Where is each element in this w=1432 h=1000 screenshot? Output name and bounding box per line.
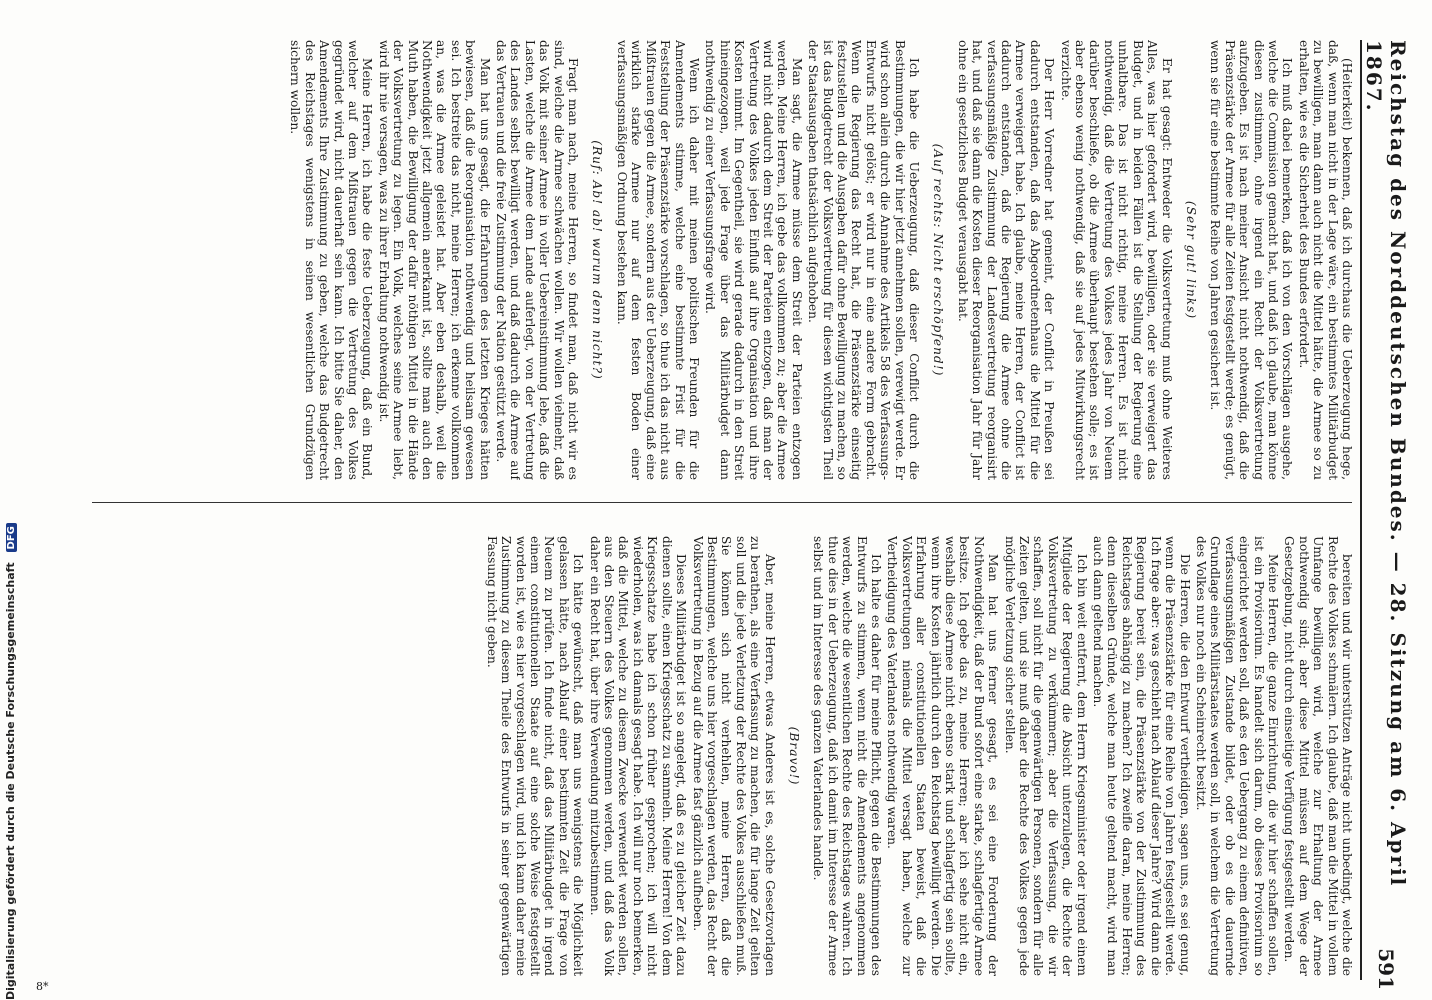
stage-direction: (Auf rechts: Nicht erschöpfend!) (931, 143, 946, 377)
left-text-column (89, 40, 1354, 480)
credit-text: Digitalisierung gefördert durch die Deutsche Forschungsgemeinschaft (4, 562, 17, 1000)
stage-direction: (Ruf: Ab! ab! warum denn nicht?) (590, 140, 605, 380)
paragraph: Meine Herren, die ganze Einrichtung, die wir hier schaffen sollen, ist ein Provisorium. Es handelt sich darum, ob dieses Provisorium so eingerichtet werden soll, daß es den Uebergang zu einem definitiven, verfassungsmäßigen Zustande bildet, oder ob es die dauernde Grundlage eines Militärstaates werden soll, in welchem die Vertretung des Volkes nur noch ein Scheinrecht besitzt. (1193, 536, 1280, 976)
digitization-credit (4, 0, 28, 1000)
paragraph: Der Herr Vorredner hat gemeint, der Conflict in Preußen sei dadurch entstanden, daß das Abgeordnetenhaus die Mittel für die Armee verweigert habe. Ich glaube, meine Herren, der Conflict ist dadurch entstanden, daß die Regierung die Armee ohne die verfassungsmäßige Zustimmung der Landesvertretung reorganisirt hat, und daß sie dann die Kosten dieser Reorganisation Jahr für Jahr ohne ein gesetzliches Budget verausgabt hat. (955, 40, 1057, 480)
header-rule (1360, 40, 1362, 980)
paragraph: Aber, meine Herren, etwas Anderes ist es, solche Gesetzvorlagen zu berathen, als eine Verfassung zu machen, die für lange Zeit gelten soll und die jede Verletzung der Rechte des Volkes ausschließen muß. Sie können sich nicht verhehlen, meine Herren, daß die Bestimmungen, welche uns hier vorgeschlagen werden, das Recht der Volksvertretung in Bezug auf die Armee fast gänzlich aufheben. (690, 536, 777, 976)
paragraph: Ich bin weit entfernt, dem Herrn Kriegsminister oder irgend einem Mitgliede der Regierung die Absicht unterzulegen, die Rechte der Volksvertretung zu verkümmern; aber die Verfassung, die wir schaffen, soll nicht für die gegenwärtigen Personen, sondern für alle Zeiten gelten, und sie muß daher die Rechte des Volkes gegen jede mögliche Verletzung sicher stellen. (1002, 536, 1089, 976)
paragraph: Man hat uns ferner gesagt, es sei eine Forderung der Nothwendigkeit, daß der Bund sofort eine starke, schlagfertige Armee besitze. Ich gebe das zu, meine Herren; aber ich sehe nicht ein, weshalb diese Armee nicht ebenso stark und schlagfertig sein sollte, wenn ihre Kosten jährlich durch den Reichstag bewilligt werden. Die Erfahrung aller constitutionellen Staaten beweist, daß die Volksvertretungen niemals die Mittel versagt haben, welche zur Vertheidigung des Vaterlandes nothwendig waren. (885, 536, 1001, 976)
paragraph: (Heiterkeit) bekennen, daß ich durchaus die Ueberzeugung hege, daß, wenn man nicht in der Lage wäre, ein bestimmtes Militärbudget zu bewilligen, man dann auch nicht die Mittel hätte, die Armee so zu erhalten, wie es die Sicherheit des Bundes erfordert. (1296, 40, 1354, 480)
paragraph: Ich habe die Ueberzeugung, daß dieser Conflict durch die Bestimmungen, die wir hier jetzt annehmen sollen, verewigt werde. Er wird schon allein durch die Annahme des Artikels 58 des Verfassungs-Entwurfs nicht gelöst; er wird nur in eine andere Form gebracht. Wenn die Regierung das Recht hat, die Präsenzstärke einseitig festzustellen und die Ausgaben dafür ohne Bewilligung zu machen, so ist das Budgetrecht der Volksvertretung für diesen wichtigsten Theil der Staatsausgaben thatsächlich aufgehoben. (806, 40, 922, 480)
page-header (1362, 40, 1410, 990)
paragraph: Er hat gesagt: Entweder die Volksvertretung muß ohne Weiteres Alles, was hier gefordert wird, bewilligen, oder sie verweigert das Budget, und in beiden Fällen ist die Stellung der Regierung eine unhaltbare. Das ist nicht richtig, meine Herren. Es ist nicht nothwendig, daß die Vertretung des Volkes jedes Jahr von Neuem darüber beschließe, ob die Armee überhaupt bestehen solle; es ist aber ebenso wenig nothwendig, daß sie auf jedes Mitwirkungsrecht verzichte. (1058, 40, 1174, 480)
stage-direction: (Sehr gut! links) (1183, 200, 1198, 320)
paragraph: Man sagt, die Armee müsse dem Streit der Parteien entzogen werden. Meine Herren, ich gebe das vollkommen zu; aber die Armee wird nicht dadurch dem Streit der Parteien entzogen, daß man der Vertretung des Volkes jeden Einfluß auf ihre Organisation und ihre Kosten nimmt. Im Gegentheil, sie wird gerade dadurch in den Streit hineingezogen, weil jede Frage über das Militärbudget dann nothwendig zu einer Verfassungsfrage wird. (703, 40, 804, 480)
paragraph: bereiten und wir unterstützen Anträge nicht unbedingt, welche die Rechte des Volkes schmälern. Ich glaube, daß man die Mittel in vollem Umfange bewilligen wird, welche zur Erhaltung der Armee nothwendig sind; aber diese Mittel müssen auf dem Wege der Gesetzgebung, nicht durch einseitige Verfügung festgestellt werden. (1282, 536, 1354, 976)
right-text-column (89, 536, 1354, 976)
paragraph: Dieses Militärbudget ist so angelegt, daß es zu gleicher Zeit dazu dienen sollte, einen Kriegsschatz zu sammeln. Meine Herren! Von dem Kriegsschatze habe ich schon früher gesprochen; ich will nicht wiederholen, was ich damals gesagt habe. Ich will nur noch bemerken, daß die Mittel, welche zu diesem Zwecke verwendet werden sollen, aus den Steuern des Volkes genommen werden, und daß das Volk daher ein Recht hat, über ihre Verwendung mitzubestimmen. (587, 536, 689, 976)
column-divider (92, 502, 1352, 503)
paragraph: Fragt man nach, meine Herren, so findet man, daß nicht wir es sind, welche die Armee schwächen wollen. Wir wollen vielmehr, daß das Volk mit seiner Armee in voller Uebereinstimmung lebe, daß die Lasten, welche die Armee dem Lande auferlegt, von der Vertretung des Landes selbst bewilligt werden, und daß dadurch die Armee auf das Vertrauen und die freie Zustimmung der Nation gestützt werde. (494, 40, 581, 480)
paragraph: Wenn ich daher mit meinen politischen Freunden für die Amendements stimme, welche eine bestimmte Frist für die Feststellung der Präsenzstärke vorschlagen, so thue ich das nicht aus Mißtrauen gegen die Armee, sondern aus der Ueberzeugung, daß eine wirklich starke Armee nur auf dem festen Boden einer verfassungsmäßigen Ordnung bestehen kann. (614, 40, 701, 480)
paragraph: Ich muß dabei bemerken, daß ich von den Vorschlägen ausgehe, welche die Commission gemacht hat, und daß ich glaube, man könne diesen zustimmen, ohne irgend ein Recht der Volksvertretung aufzugeben. Es ist nach meiner Ansicht nicht nothwendig, daß die Präsenzstärke der Armee für alle Zeiten festgestellt werde; es genügt, wenn sie für eine bestimmte Reihe von Jahren gesichert ist. (1208, 40, 1295, 480)
running-title: Reichstag des Norddeutschen Bundes. — 28. Sitzung am 6. April 1867. (1362, 40, 1410, 888)
paragraph: Ich hätte gewünscht, daß man uns wenigstens die Möglichkeit gelassen hätte, nach Ablauf einer bestimmten Zeit die Frage von Neuem zu prüfen. Ich finde nicht, daß das Militärbudget in irgend einem constitutionellen Staate auf eine solche Weise festgestellt worden ist, wie es hier vorgeschlagen wird, und ich kann daher meine Zustimmung zu diesem Theile des Entwurfs in seiner gegenwärtigen Fassung nicht geben. (484, 536, 586, 976)
page-number: 591 (1374, 948, 1398, 990)
signature-mark: 8* (36, 980, 49, 993)
paragraph: Ich halte es daher für meine Pflicht, gegen die Bestimmungen des Entwurfs zu stimmen, wenn nicht die Amendements angenommen werden, welche die wesentlichen Rechte des Reichstages wahren. Ich thue dies in der Ueberzeugung, daß ich damit im Interesse der Armee selbst und im Interesse des ganzen Vaterlandes handle. (811, 536, 883, 976)
paragraph: Die Herren, die den Entwurf vertheidigen, sagen uns, es sei genug, wenn die Präsenzstärke für eine Reihe von Jahren festgestellt werde. Ich frage aber: was geschieht nach Ablauf dieser Jahre? Wird dann die Regierung bereit sein, die Präsenzstärke von der Zustimmung des Reichstages abhängig zu machen? Ich zweifle daran, meine Herren; denn dieselben Gründe, welche man heute geltend macht, wird man auch dann geltend machen. (1091, 536, 1192, 976)
paragraph: Man hat uns gesagt, die Erfahrungen des letzten Krieges hätten bewiesen, daß die Reorganisation nothwendig und heilsam gewesen sei. Ich bestreite das nicht, meine Herren; ich erkenne vollkommen an, was die Armee geleistet hat. Aber eben deshalb, weil die Nothwendigkeit jetzt allgemein anerkannt ist, sollte man auch den Muth haben, die Bewilligung der dafür nöthigen Mittel in die Hände der Volksvertretung zu legen. Ein Volk, welches seine Armee liebt, wird ihr nie versagen, was zu ihrer Erhaltung nothwendig ist. (376, 40, 492, 480)
dfg-logo: DFG (6, 523, 17, 552)
stage-direction: (Bravo!) (786, 726, 801, 786)
paragraph: Meine Herren, ich habe die feste Ueberzeugung, daß ein Bund, welcher auf dem Mißtrauen gegen die Vertretung des Volkes gegründet wird, nicht dauerhaft sein kann. Ich bitte Sie daher, den Amendements Ihre Zustimmung zu geben, welche das Budgetrecht des Reichstages wenigstens in seinen wesentlichen Grundzügen sichern wollen. (288, 40, 375, 480)
